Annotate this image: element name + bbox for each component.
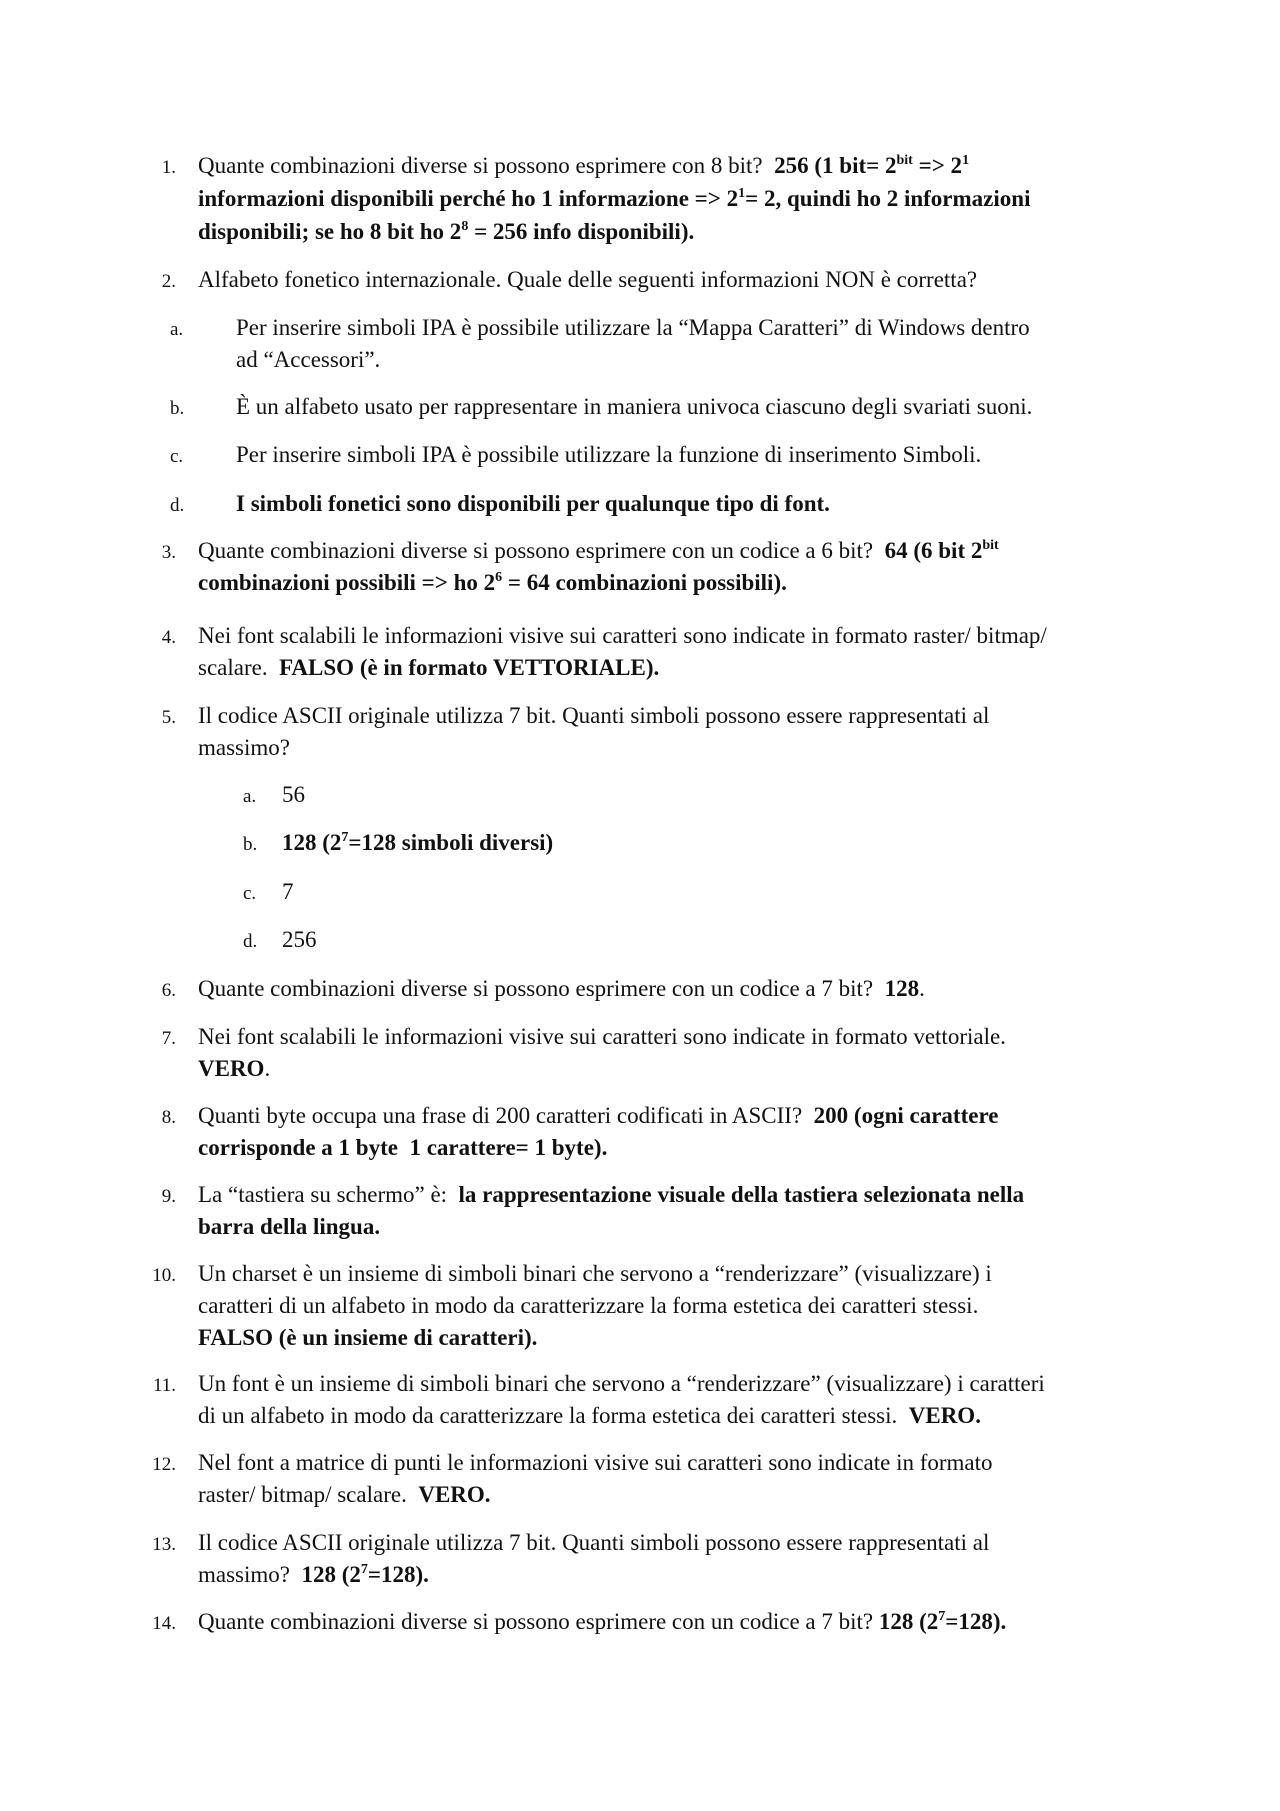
question-text-line: Quante combinazioni diverse si possono esprimere con un codice a 7 bit? 128. (198, 976, 925, 1001)
question-text-line: Un font è un insieme di simboli binari che servono a “renderizzare” (visualizzare) i caratteri (198, 1371, 1045, 1396)
answer-text-line: VERO. (198, 1056, 271, 1081)
question-text-line: Quante combinazioni diverse si possono esprimere con 8 bit? 256 (1 $bit= 2^{bit} => 2^1$ (198, 153, 970, 178)
question-number: 8. (161, 1107, 176, 1128)
question-number: 9. (161, 1186, 176, 1207)
question-number: 12. (152, 1454, 176, 1475)
question-number: 11. (152, 1375, 176, 1396)
correct-option-text: 128 ($2^7=128$ simboli diversi) (282, 830, 554, 855)
option-text: 56 (282, 782, 305, 807)
question-number: 5. (161, 707, 176, 728)
question-number: 14. (152, 1613, 176, 1634)
answer-text-line: barra della lingua. (198, 1214, 381, 1239)
question-number: 2. (161, 271, 176, 292)
question-text-line: massimo? 128 $(2^7=128)$. (198, 1562, 429, 1587)
option-letter: a. (243, 786, 257, 807)
question-text-line: scalare. FALSO (è in formato VETTORIALE). (198, 655, 660, 680)
answer-text: la rappresentazione visuale della tastiera selezionata nella (458, 1182, 1025, 1207)
option-letter: a. (170, 319, 184, 340)
answer-text: VERO. (418, 1482, 491, 1507)
question-text-line: La “tastiera su schermo” è: la rappresentazione visuale della tastiera selezionata nella (198, 1182, 1025, 1207)
answer-text: FALSO (è in formato VETTORIALE). (279, 655, 660, 680)
option-letter: d. (243, 931, 258, 952)
question-text-line: raster/ bitmap/ scalare. VERO. (198, 1482, 491, 1507)
option-text: 7 (282, 879, 294, 904)
question-number: 1. (161, 157, 176, 178)
question-text-line: Quanti byte occupa una frase di 200 caratteri codificati in ASCII? 200 (ogni carattere (198, 1103, 999, 1128)
question-number: 4. (161, 627, 176, 648)
question-text-line: Nei font scalabili le informazioni visive sui caratteri sono indicate in formato vettoriale. (198, 1024, 1006, 1049)
question-number: 3. (161, 542, 176, 563)
option-letter: b. (243, 834, 258, 855)
question-text-line: caratteri di un alfabeto in modo da caratterizzare la forma estetica dei caratteri stessi. (198, 1293, 979, 1318)
question-text-line: Quante combinazioni diverse si possono esprimere con un codice a 7 bit? 128 $(2^7=128)$. (198, 1609, 1007, 1634)
answer-text-line: informazioni disponibili perché ho 1 informazione => $2^1= 2$, quindi ho 2 informazioni (198, 186, 1031, 211)
option-letter: b. (170, 398, 185, 419)
answer-text-line: disponibili; se ho 8 bit ho $2^8 = 256$ info disponibili). (198, 219, 695, 244)
question-number: 6. (161, 980, 176, 1001)
question-text-line: Un charset è un insieme di simboli binari che servono a “renderizzare” (visualizzare) i (198, 1261, 992, 1286)
question-number: 10. (152, 1265, 176, 1286)
answer-text-line: combinazioni possibili => ho $2^6 = 64$ combinazioni possibili). (198, 570, 787, 595)
question-text-line: Quante combinazioni diverse si possono esprimere con un codice a 6 bit? 64 (6 bit $2^{bit}$ (198, 538, 999, 563)
answer-text: 64 (6 bit 2 (884, 538, 983, 563)
question-text-line: Il codice ASCII originale utilizza 7 bit. Quanti simboli possono essere rappresentati al (198, 703, 990, 728)
option-text-line: Per inserire simboli IPA è possibile utilizzare la “Mappa Caratteri” di Windows dentro (236, 315, 1030, 340)
option-text-line: ad “Accessori”. (236, 347, 381, 372)
answer-text-line: corrisponde a 1 byte 1 carattere= 1 byte). (198, 1135, 608, 1160)
option-text-line: Per inserire simboli IPA è possibile utilizzare la funzione di inserimento Simboli. (236, 442, 982, 467)
answer-text: 128 (884, 976, 920, 1001)
answer-text: VERO. (908, 1403, 981, 1428)
option-letter: c. (243, 883, 257, 904)
answer-text-line: FALSO (è un insieme di caratteri). (198, 1325, 538, 1350)
question-text-line: di un alfabeto in modo da caratterizzare la forma estetica dei caratteri stessi. VERO. (198, 1403, 981, 1428)
answer-text: 256 (1 bit= 2 (774, 153, 897, 178)
option-letter: c. (170, 446, 184, 467)
question-text-line: massimo? (198, 735, 290, 760)
question-text-line: Il codice ASCII originale utilizza 7 bit. Quanti simboli possono essere rappresentati al (198, 1530, 990, 1555)
answer-text: 128 (2 (878, 1609, 939, 1634)
correct-option-text: I simboli fonetici sono disponibili per qualunque tipo di font. (236, 491, 830, 516)
answer-text: 128 (2 (301, 1562, 361, 1587)
option-letter: d. (170, 495, 185, 516)
question-text-line: Nel font a matrice di punti le informazioni visive sui caratteri sono indicate in formato (198, 1450, 993, 1475)
question-text-line: Nei font scalabili le informazioni visive sui caratteri sono indicate in formato raster/ bitmap/ (198, 623, 1047, 648)
answer-text: 200 (ogni carattere (813, 1103, 999, 1128)
option-text-line: È un alfabeto usato per rappresentare in maniera univoca ciascuno degli svariati suoni. (236, 394, 1033, 419)
question-number: 7. (161, 1028, 176, 1049)
option-text: 256 (282, 927, 317, 952)
question-text-line: Alfabeto fonetico internazionale. Quale delle seguenti informazioni NON è corretta? (198, 267, 978, 292)
question-number: 13. (152, 1534, 176, 1555)
